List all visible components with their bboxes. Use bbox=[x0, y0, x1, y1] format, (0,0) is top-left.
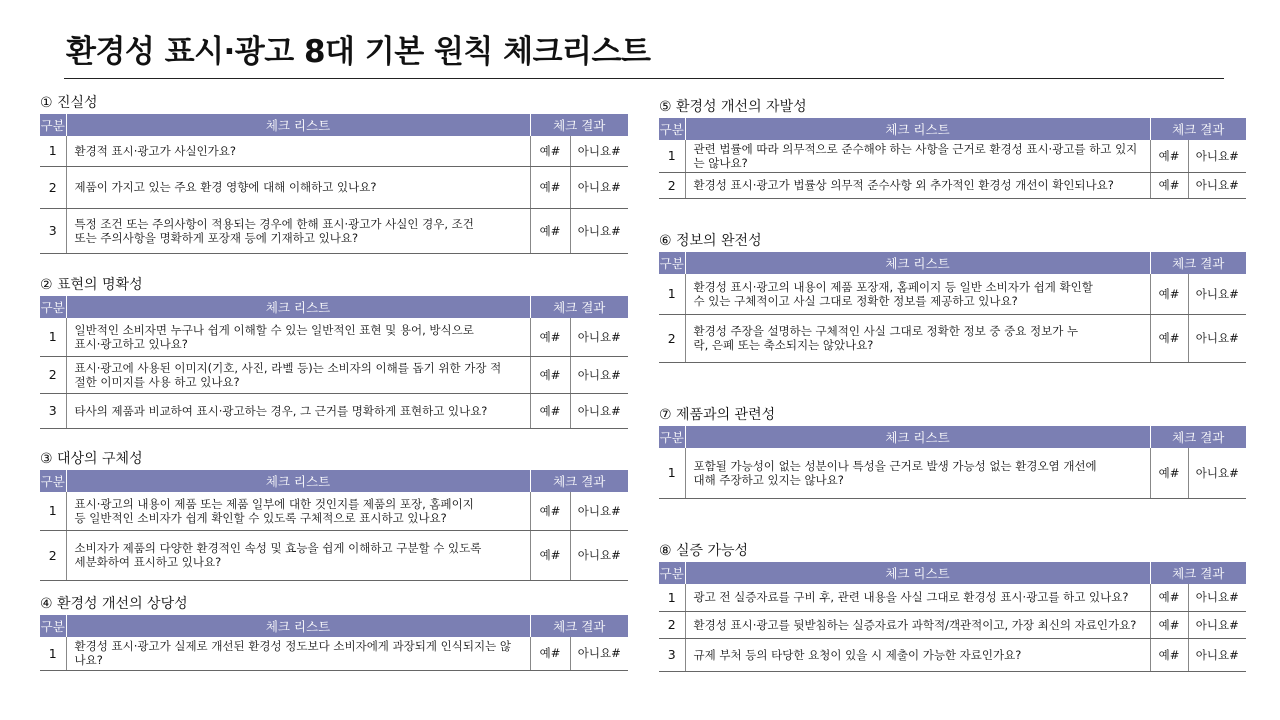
answer-no[interactable]: 아니요# bbox=[570, 318, 628, 356]
table-row bbox=[659, 448, 1246, 498]
question-line: 또는 주의사항을 명확하게 포장재 등에 기재하고 있나요? bbox=[74, 230, 359, 245]
header-checklist: 체크 리스트 bbox=[66, 615, 530, 637]
row-number: 1 bbox=[40, 492, 66, 530]
header-result: 체크 결과 bbox=[530, 296, 628, 318]
answer-no[interactable]: 아니요# bbox=[1188, 172, 1246, 198]
table-header-row bbox=[40, 470, 628, 492]
header-result: 체크 결과 bbox=[530, 615, 628, 637]
table-row bbox=[659, 172, 1246, 198]
row-number: 1 bbox=[40, 318, 66, 356]
row-number: 1 bbox=[659, 584, 685, 611]
check-question bbox=[66, 208, 530, 253]
check-question bbox=[66, 136, 530, 166]
section-relevance bbox=[659, 404, 1246, 499]
page-title: 환경성 표시·광고 8대 기본 원칙 체크리스트 bbox=[66, 34, 651, 70]
question-line: 환경성 주장을 설명하는 구체적인 사실 그대로 정확한 정보 중 중요 정보가 누 bbox=[693, 324, 1079, 338]
check-question bbox=[685, 172, 1150, 198]
table-row bbox=[40, 208, 628, 253]
section-clarity bbox=[40, 274, 628, 429]
check-question bbox=[685, 611, 1150, 638]
table-row bbox=[40, 356, 628, 393]
question-line: 특정 조건 또는 주의사항이 적용되는 경우에 한해 표시·광고가 사실인 경우, 조건 bbox=[74, 216, 474, 231]
section-heading: ④ 환경성 개선의 상당성 bbox=[40, 596, 188, 612]
answer-no[interactable]: 아니요# bbox=[570, 530, 628, 580]
answer-yes[interactable]: 예# bbox=[1150, 611, 1188, 638]
section-verifiability bbox=[659, 540, 1246, 672]
section-heading: ⑦ 제품과의 관련성 bbox=[659, 407, 776, 423]
table-header-row bbox=[659, 118, 1246, 140]
check-question bbox=[66, 492, 530, 530]
table-row bbox=[659, 611, 1246, 638]
table-row bbox=[40, 318, 628, 356]
section-completeness bbox=[659, 230, 1246, 363]
check-question bbox=[66, 530, 530, 580]
table-row bbox=[659, 274, 1246, 314]
header-num: 구분 bbox=[40, 114, 66, 136]
header-num: 구분 bbox=[659, 426, 685, 448]
table-header-row bbox=[40, 615, 628, 637]
check-question bbox=[66, 356, 530, 393]
section-heading: ⑧ 실증 가능성 bbox=[659, 543, 749, 559]
row-number: 2 bbox=[659, 611, 685, 638]
row-number: 3 bbox=[40, 208, 66, 253]
header-checklist: 체크 리스트 bbox=[685, 426, 1150, 448]
checklist-table bbox=[40, 296, 628, 429]
header-num: 구분 bbox=[659, 118, 685, 140]
question-line: 관련 법률에 따라 의무적으로 준수해야 하는 사항을 근거로 환경성 표시·광고를 하고 있지 bbox=[693, 141, 1138, 156]
question-line: 환경성 표시·광고가 실제로 개선된 환경성 정도보다 소비자에게 과장되게 인식되지는 않 bbox=[74, 639, 511, 654]
header-checklist: 체크 리스트 bbox=[685, 118, 1150, 140]
answer-no[interactable]: 아니요# bbox=[1188, 638, 1246, 671]
header-checklist: 체크 리스트 bbox=[66, 114, 530, 136]
question-line: 환경성 표시·광고의 내용이 제품 포장재, 홈페이지 등 일반 소비자가 쉽게 확인할 bbox=[693, 279, 1093, 294]
answer-no[interactable]: 아니요# bbox=[570, 393, 628, 428]
check-question bbox=[685, 274, 1150, 314]
answer-yes[interactable]: 예# bbox=[530, 530, 570, 580]
checklist-table bbox=[659, 426, 1246, 499]
table-row bbox=[40, 637, 628, 670]
row-number: 2 bbox=[659, 172, 685, 198]
row-number: 3 bbox=[659, 638, 685, 671]
question-line: 표시·광고하고 있나요? bbox=[74, 336, 188, 351]
row-number: 1 bbox=[40, 637, 66, 670]
question-line: 나요? bbox=[74, 653, 103, 668]
row-number: 2 bbox=[40, 530, 66, 580]
answer-no[interactable]: 아니요# bbox=[570, 208, 628, 253]
table-header-row bbox=[40, 296, 628, 318]
header-result: 체크 결과 bbox=[1150, 252, 1246, 274]
answer-no[interactable]: 아니요# bbox=[570, 356, 628, 393]
answer-yes[interactable]: 예# bbox=[530, 356, 570, 393]
answer-no[interactable]: 아니요# bbox=[570, 166, 628, 208]
table-header-row bbox=[659, 426, 1246, 448]
answer-yes[interactable]: 예# bbox=[530, 208, 570, 253]
check-question bbox=[685, 314, 1150, 362]
question-line: 환경성 표시·광고를 뒷받침하는 실증자료가 과학적/객관적이고, 가장 최신의 자료인가요? bbox=[693, 617, 1137, 632]
row-number: 1 bbox=[659, 274, 685, 314]
check-question bbox=[685, 584, 1150, 611]
row-number: 2 bbox=[40, 356, 66, 393]
section-heading: ③ 대상의 구체성 bbox=[40, 451, 143, 467]
question-line: 는 않나요? bbox=[693, 155, 748, 170]
header-result: 체크 결과 bbox=[1150, 426, 1246, 448]
table-header-row bbox=[40, 114, 628, 136]
header-num: 구분 bbox=[659, 252, 685, 274]
checklist-table bbox=[40, 470, 628, 581]
row-number: 3 bbox=[40, 393, 66, 428]
answer-yes[interactable]: 예# bbox=[1150, 448, 1188, 498]
answer-yes[interactable]: 예# bbox=[530, 637, 570, 670]
table-row bbox=[40, 166, 628, 208]
answer-yes[interactable]: 예# bbox=[1150, 274, 1188, 314]
table-row bbox=[659, 638, 1246, 671]
row-number: 2 bbox=[40, 166, 66, 208]
answer-yes[interactable]: 예# bbox=[530, 136, 570, 166]
table-row bbox=[659, 140, 1246, 172]
answer-no[interactable]: 아니요# bbox=[1188, 611, 1246, 638]
section-heading: ⑥ 정보의 완전성 bbox=[659, 233, 762, 249]
answer-no[interactable]: 아니요# bbox=[1188, 314, 1246, 362]
question-line: 타사의 제품과 비교하여 표시·광고하는 경우, 그 근거를 명확하게 표현하고 있나요? bbox=[74, 403, 488, 418]
question-line: 소비자가 제품의 다양한 환경적인 속성 및 효능을 쉽게 이해하고 구분할 수 있도록 bbox=[74, 541, 482, 555]
header-num: 구분 bbox=[40, 296, 66, 318]
answer-yes[interactable]: 예# bbox=[1150, 638, 1188, 671]
question-line: 환경성 표시·광고가 법률상 의무적 준수사항 외 추가적인 환경성 개선이 확인되나요? bbox=[693, 178, 1114, 192]
section-truthfulness bbox=[40, 92, 628, 254]
row-number: 1 bbox=[40, 136, 66, 166]
question-line: 환경적 표시·광고가 사실인가요? bbox=[74, 143, 236, 158]
answer-no[interactable]: 아니요# bbox=[570, 136, 628, 166]
row-number: 1 bbox=[659, 448, 685, 498]
checklist-table bbox=[659, 252, 1246, 363]
section-voluntariness bbox=[659, 96, 1246, 199]
checklist-table bbox=[40, 114, 628, 254]
question-line: 등 일반적인 소비자가 쉽게 확인할 수 있도록 구체적으로 표시하고 있나요? bbox=[74, 510, 447, 525]
answer-yes[interactable]: 예# bbox=[530, 393, 570, 428]
table-row bbox=[40, 530, 628, 580]
section-heading: ⑤ 환경성 개선의 자발성 bbox=[659, 99, 807, 115]
check-question bbox=[685, 448, 1150, 498]
answer-yes[interactable]: 예# bbox=[1150, 140, 1188, 172]
answer-no[interactable]: 아니요# bbox=[1188, 140, 1246, 172]
answer-no[interactable]: 아니요# bbox=[1188, 274, 1246, 314]
header-num: 구분 bbox=[40, 615, 66, 637]
answer-no[interactable]: 아니요# bbox=[1188, 584, 1246, 611]
question-line: 제품이 가지고 있는 주요 환경 영향에 대해 이해하고 있나요? bbox=[74, 180, 377, 194]
table-row bbox=[40, 393, 628, 428]
check-question bbox=[66, 166, 530, 208]
header-result: 체크 결과 bbox=[530, 114, 628, 136]
table-header-row bbox=[659, 562, 1246, 584]
question-line: 표시·광고의 내용이 제품 또는 제품 일부에 대한 것인지를 제품의 포장, 홈페이지 bbox=[74, 496, 474, 511]
header-result: 체크 결과 bbox=[1150, 562, 1246, 584]
table-row bbox=[40, 136, 628, 166]
header-checklist: 체크 리스트 bbox=[66, 470, 530, 492]
title-divider bbox=[64, 78, 1224, 79]
table-header-row bbox=[659, 252, 1246, 274]
answer-yes[interactable]: 예# bbox=[530, 166, 570, 208]
answer-no[interactable]: 아니요# bbox=[570, 637, 628, 670]
question-line: 수 있는 구체적이고 사실 그대로 정확한 정보를 제공하고 있나요? bbox=[693, 293, 1018, 308]
answer-yes[interactable]: 예# bbox=[530, 318, 570, 356]
header-num: 구분 bbox=[659, 562, 685, 584]
check-question bbox=[66, 318, 530, 356]
section-specificity bbox=[40, 448, 628, 581]
checklist-table bbox=[659, 562, 1246, 672]
table-row bbox=[659, 584, 1246, 611]
question-line: 포함될 가능성이 없는 성분이나 특성을 근거로 발생 가능성 없는 환경오염 개선에 bbox=[693, 458, 1097, 473]
header-checklist: 체크 리스트 bbox=[685, 252, 1150, 274]
question-line: 락, 은폐 또는 축소되지는 않았나요? bbox=[693, 338, 874, 352]
answer-no[interactable]: 아니요# bbox=[1188, 448, 1246, 498]
table-row bbox=[659, 314, 1246, 362]
header-result: 체크 결과 bbox=[530, 470, 628, 492]
question-line: 절한 이미지를 사용 하고 있나요? bbox=[74, 374, 240, 389]
question-line: 광고 전 실증자료를 구비 후, 관련 내용을 사실 그대로 환경성 표시·광고를 하고 있나요? bbox=[693, 590, 1129, 605]
checklist-table bbox=[40, 615, 628, 671]
check-question bbox=[66, 393, 530, 428]
question-line: 대해 주장하고 있지는 않나요? bbox=[693, 472, 844, 487]
table-row bbox=[40, 492, 628, 530]
answer-yes[interactable]: 예# bbox=[530, 492, 570, 530]
header-checklist: 체크 리스트 bbox=[685, 562, 1150, 584]
row-number: 1 bbox=[659, 140, 685, 172]
header-result: 체크 결과 bbox=[1150, 118, 1246, 140]
section-heading: ① 진실성 bbox=[40, 95, 98, 111]
question-line: 세분화하여 표시하고 있나요? bbox=[74, 555, 222, 569]
section-heading: ② 표현의 명확성 bbox=[40, 277, 143, 293]
header-checklist: 체크 리스트 bbox=[66, 296, 530, 318]
answer-yes[interactable]: 예# bbox=[1150, 314, 1188, 362]
check-question bbox=[685, 140, 1150, 172]
question-line: 규제 부처 등의 타당한 요청이 있을 시 제출이 가능한 자료인가요? bbox=[693, 647, 1022, 662]
answer-yes[interactable]: 예# bbox=[1150, 172, 1188, 198]
header-num: 구분 bbox=[40, 470, 66, 492]
check-question bbox=[66, 637, 530, 670]
question-line: 표시·광고에 사용된 이미지(기호, 사진, 라벨 등)는 소비자의 이해를 돕기 위한 가장 적 bbox=[74, 360, 502, 375]
section-substantiality bbox=[40, 593, 628, 671]
check-question bbox=[685, 638, 1150, 671]
question-line: 일반적인 소비자면 누구나 쉽게 이해할 수 있는 일반적인 표현 및 용어, 방식으로 bbox=[74, 322, 474, 337]
row-number: 2 bbox=[659, 314, 685, 362]
answer-no[interactable]: 아니요# bbox=[570, 492, 628, 530]
answer-yes[interactable]: 예# bbox=[1150, 584, 1188, 611]
checklist-table bbox=[659, 118, 1246, 199]
